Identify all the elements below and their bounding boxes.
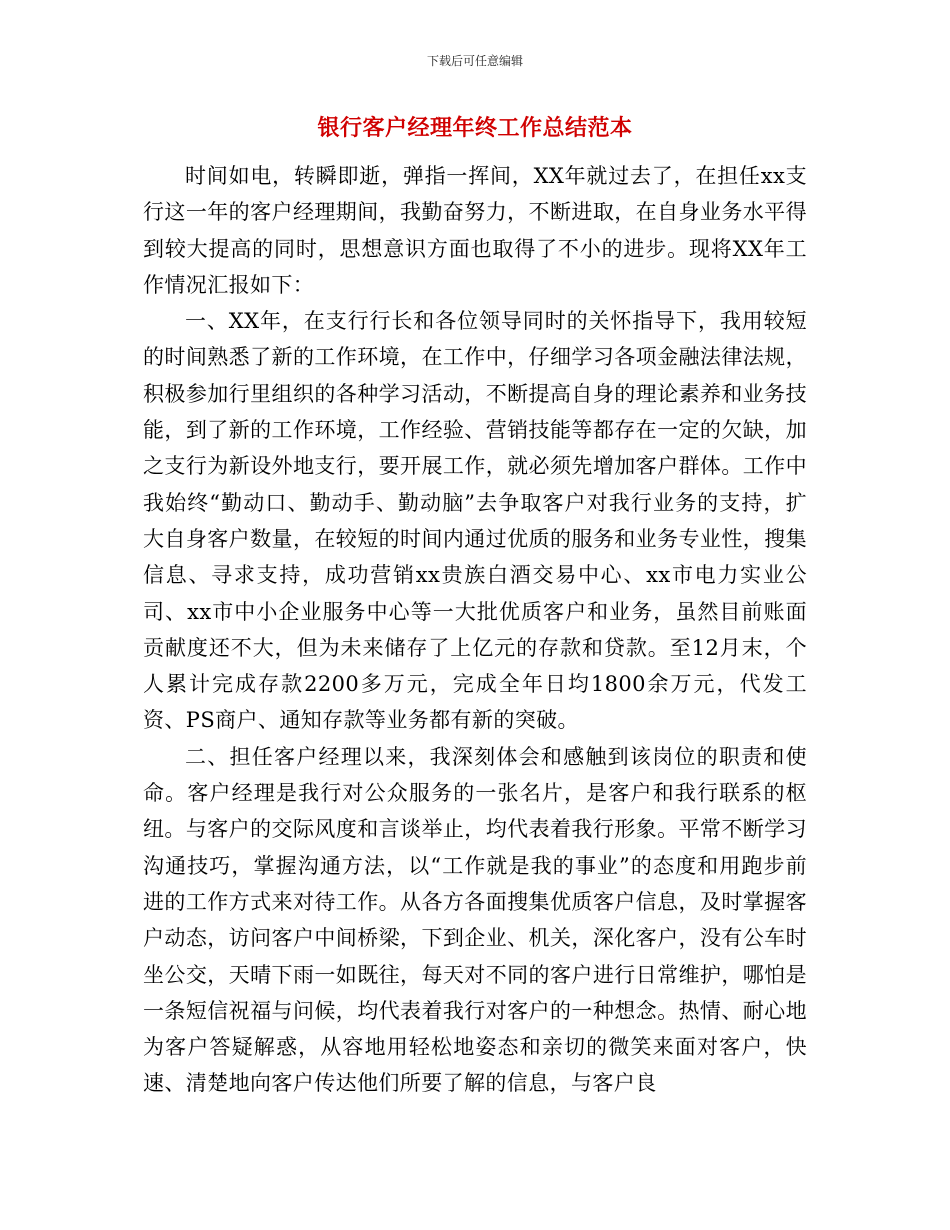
document-title: 银行客户经理年终工作总结范本 — [317, 115, 633, 141]
paragraph-section-two: 二、担任客户经理以来，我深刻体会和感触到该岗位的职责和使命。客户经理是我行对公众服务的一张名片，是客户和我行联系的枢纽。与客户的交际风度和言谈举止，均代表着我行形象。平常不断学习沟通技巧，掌握沟通方法，以“工作就是我的事业”的态度和用跑步前进的工作方式来对待工作。从各方各面搜集优质客户信息，及时掌握客户动态，访问客户中间桥梁，下到企业、机关，深化客户，没有公车时坐公交，天晴下雨一如既往，每天对不同的客户进行日常维护，哪怕是一条短信祝福与问候，均代表着我行对客户的一种想念。热情、耐心地为客户答疑解惑，从容地用轻松地姿态和亲切的微笑来面对客户，快速、清楚地向客户传达他们所要了解的信息，与客户良 — [143, 744, 807, 1096]
header-note: 下载后可任意编辑 — [426, 54, 523, 68]
paragraph-section-one: 一、XX年，在支行行长和各位领导同时的关怀指导下，我用较短的时间熟悉了新的工作环境，在工作中，仔细学习各项金融法律法规，积极参加行里组织的各种学习活动，不断提高自身的理论素养和业务技能，到了新的工作环境，工作经验、营销技能等都存在一定的欠缺，加之支行为新设外地支行，要开展工作，就必须先增加客户群体。工作中我始终“勤动口、勤动手、勤动脑”去争取客户对我行业务的支持，扩大自身客户数量，在较短的时间内通过优质的服务和业务专业性，搜集信息、寻求支持，成功营销xx贵族白酒交易中心、xx市电力实业公司、xx市中小企业服务中心等一大批优质客户和业务，虽然目前账面贡献度还不大，但为未来储存了上亿元的存款和贷款。至12月末，个人累计完成存款2200多万元，完成全年日均1800余万元，代发工资、PS商户、通知存款等业务都有新的突破。 — [143, 309, 807, 733]
paragraph-intro: 时间如电，转瞬即逝，弹指一挥间，XX年就过去了，在担任xx支行这一年的客户经理期间，我勤奋努力，不断进取，在自身业务水平得到较大提高的同时，思想意识方面也取得了不小的进步。现将XX年工作情况汇报如下： — [143, 164, 807, 297]
document-body — [143, 158, 807, 1102]
